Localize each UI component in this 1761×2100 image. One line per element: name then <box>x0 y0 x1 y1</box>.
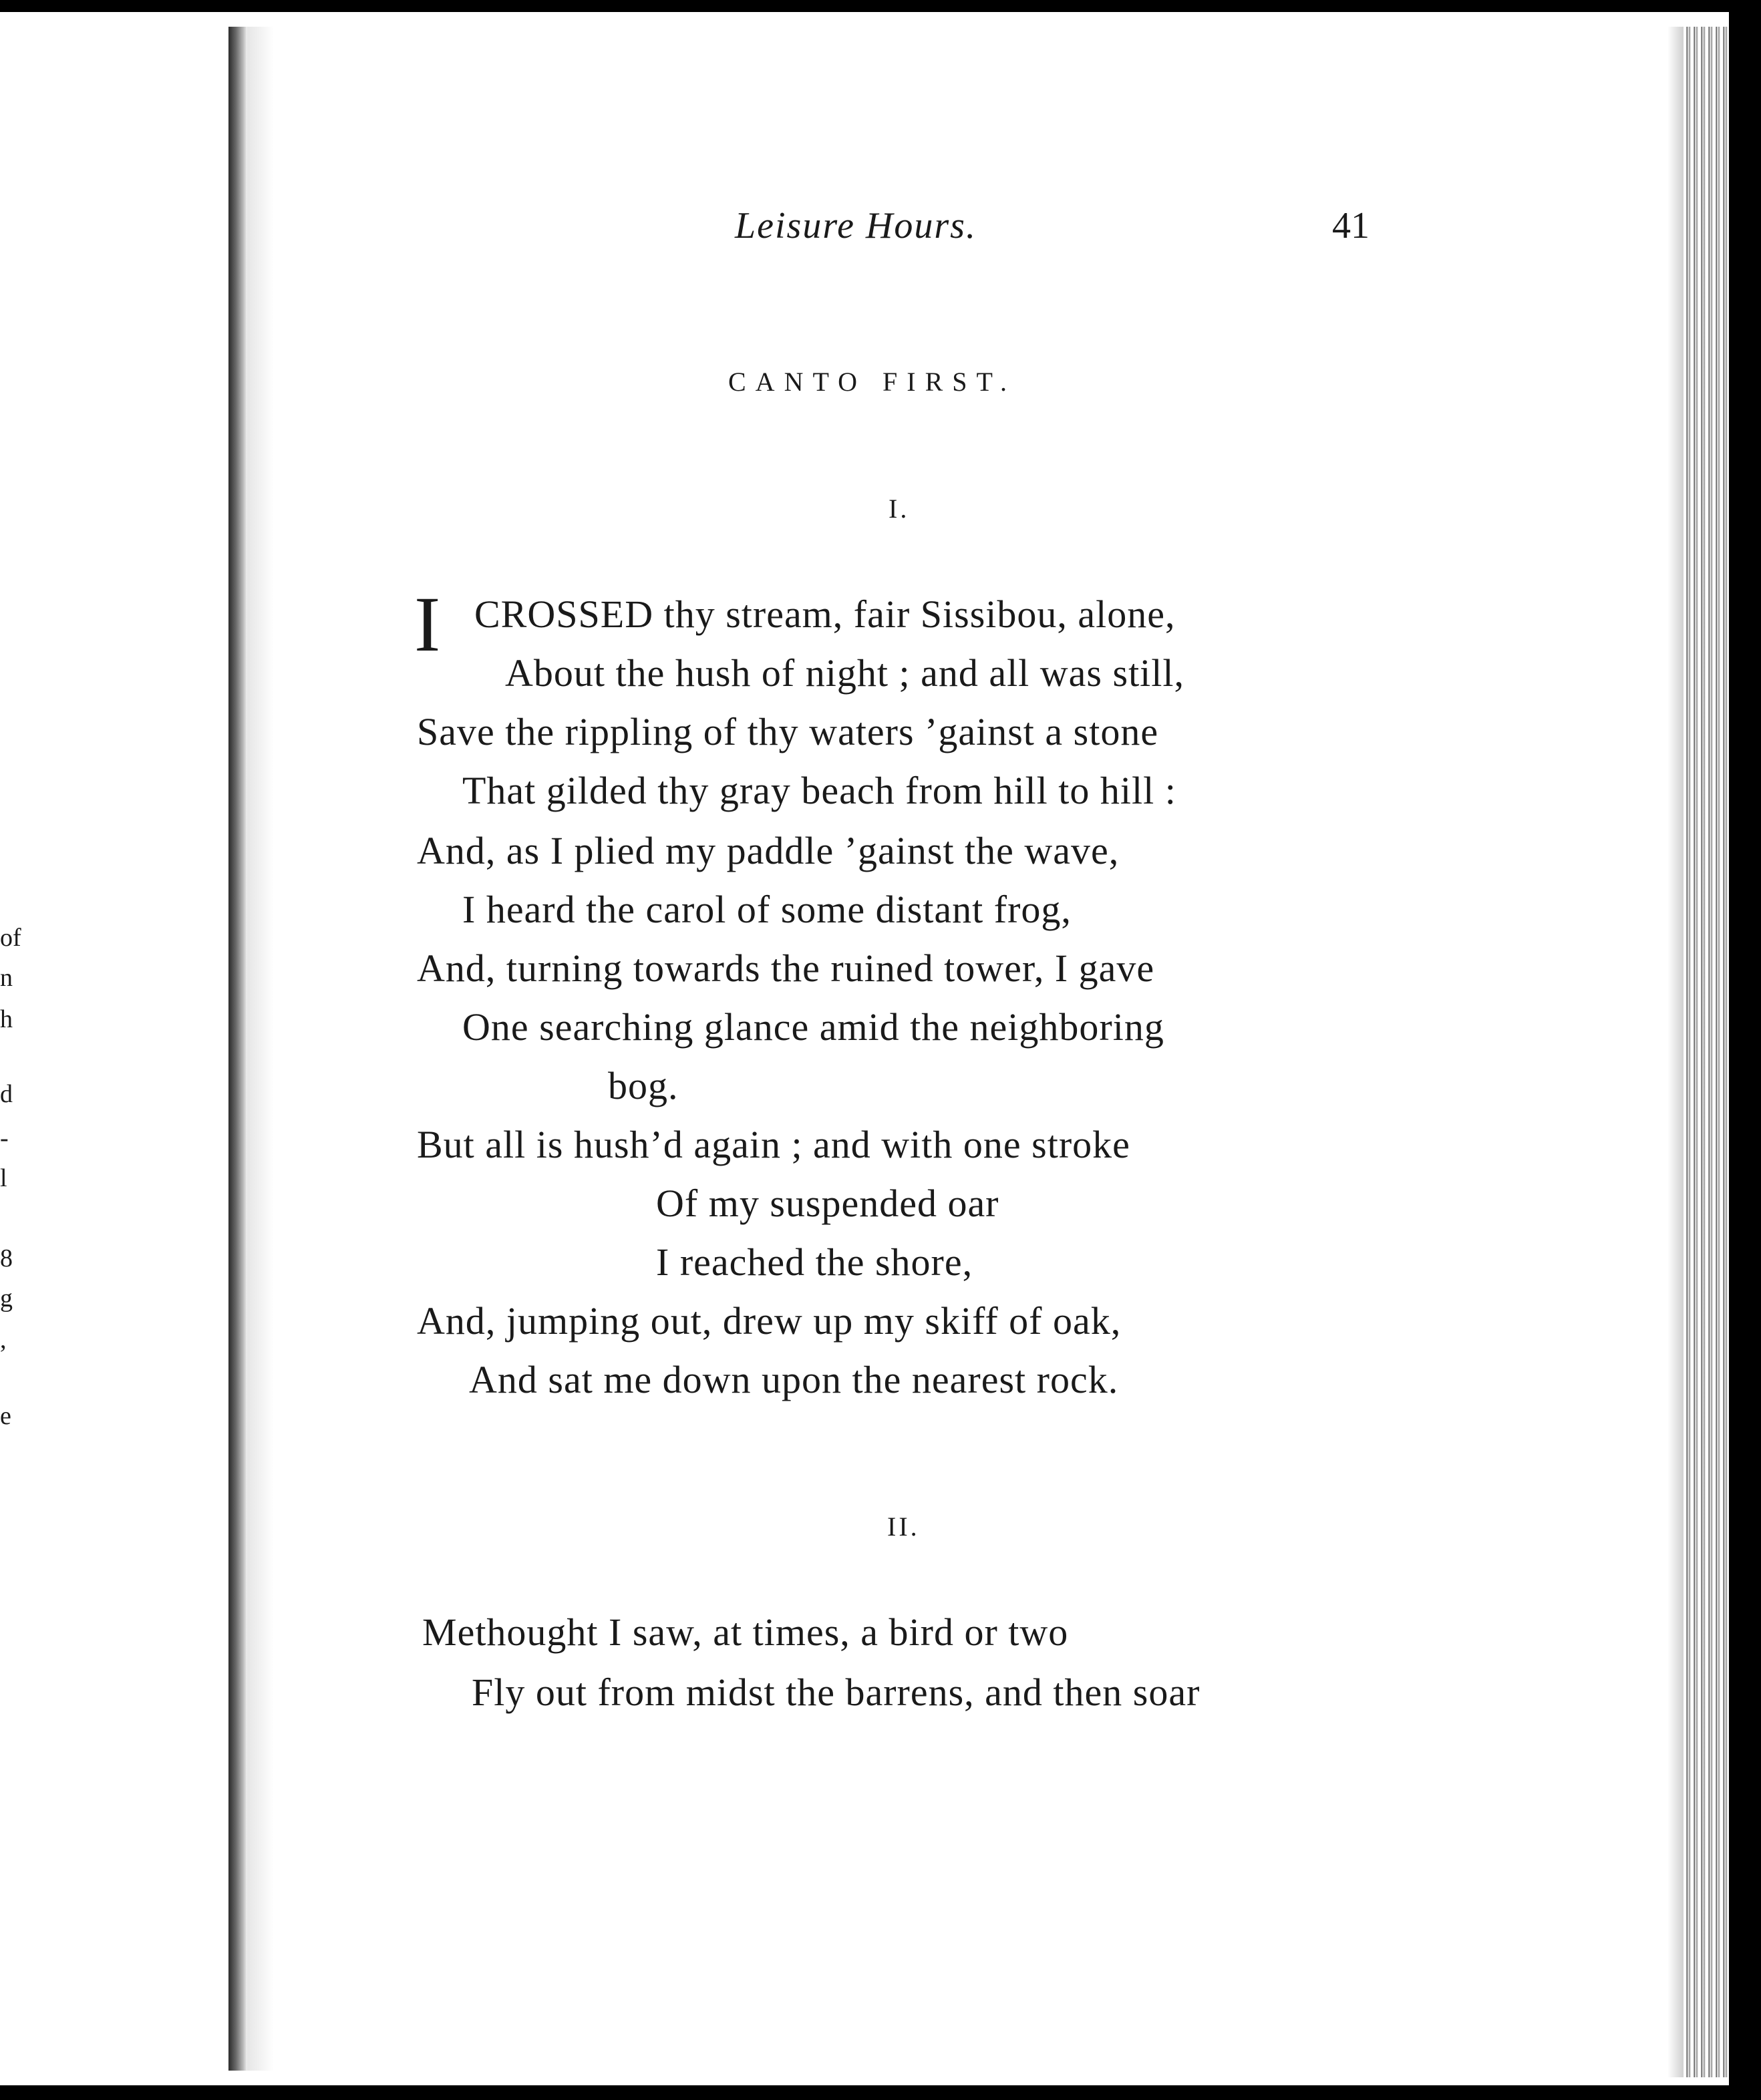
stanza-number: II. <box>887 1512 920 1542</box>
gutter-shadow <box>247 27 274 2071</box>
book-page-edges <box>1684 27 1729 2077</box>
scan-border-top <box>0 0 1761 12</box>
left-page-fragment: 8 <box>0 1244 13 1272</box>
running-title: Leisure Hours. <box>735 205 977 246</box>
verse-line: CROSSED thy stream, fair Sissibou, alone, <box>474 592 1176 636</box>
left-page-fragment: h <box>0 1005 13 1033</box>
verse-line: That gilded thy gray beach from hill to hill : <box>462 769 1176 812</box>
verse-line: Fly out from midst the barrens, and then soar <box>472 1671 1200 1714</box>
left-page-fragment: g <box>0 1284 13 1312</box>
verse-line: About the hush of night ; and all was still, <box>505 651 1185 695</box>
book-gutter <box>228 27 247 2071</box>
left-page-fragment: n <box>0 964 13 992</box>
verse-line: Save the rippling of thy waters ’gainst a stone <box>417 710 1159 753</box>
verse-line: And, turning towards the ruined tower, I gave <box>417 946 1155 990</box>
verse-line: And, as I plied my paddle ’gainst the wave, <box>417 829 1120 872</box>
verse-line: bog. <box>608 1064 679 1107</box>
verse-line: I reached the shore, <box>656 1240 973 1284</box>
scan-border-right <box>1729 0 1761 2100</box>
drop-cap: I <box>414 580 441 668</box>
verse-line: Of my suspended oar <box>656 1182 999 1225</box>
stanza-number: I. <box>889 494 910 524</box>
left-page-fragment: d <box>0 1080 13 1108</box>
left-page-fragment: , <box>0 1326 7 1354</box>
scan-border-bottom <box>0 2085 1761 2100</box>
verse-line: One searching glance amid the neighboring <box>462 1005 1164 1049</box>
verse-line: I heard the carol of some distant frog, <box>462 888 1072 931</box>
left-page-fragment: - <box>0 1124 9 1152</box>
verse-line: But all is hush’d again ; and with one stroke <box>417 1123 1130 1166</box>
page-number: 41 <box>1332 205 1370 246</box>
left-page-fragment: e <box>0 1402 11 1430</box>
left-page-fragment: of <box>0 924 21 952</box>
verse-line: And, jumping out, drew up my skiff of oak, <box>417 1299 1122 1343</box>
page-edge-shadow <box>1667 27 1684 2077</box>
canto-heading: CANTO FIRST. <box>728 367 1017 397</box>
left-page-fragment: l <box>0 1164 7 1192</box>
verse-line: Methought I saw, at times, a bird or two <box>422 1610 1069 1654</box>
verse-line: And sat me down upon the nearest rock. <box>469 1358 1119 1401</box>
